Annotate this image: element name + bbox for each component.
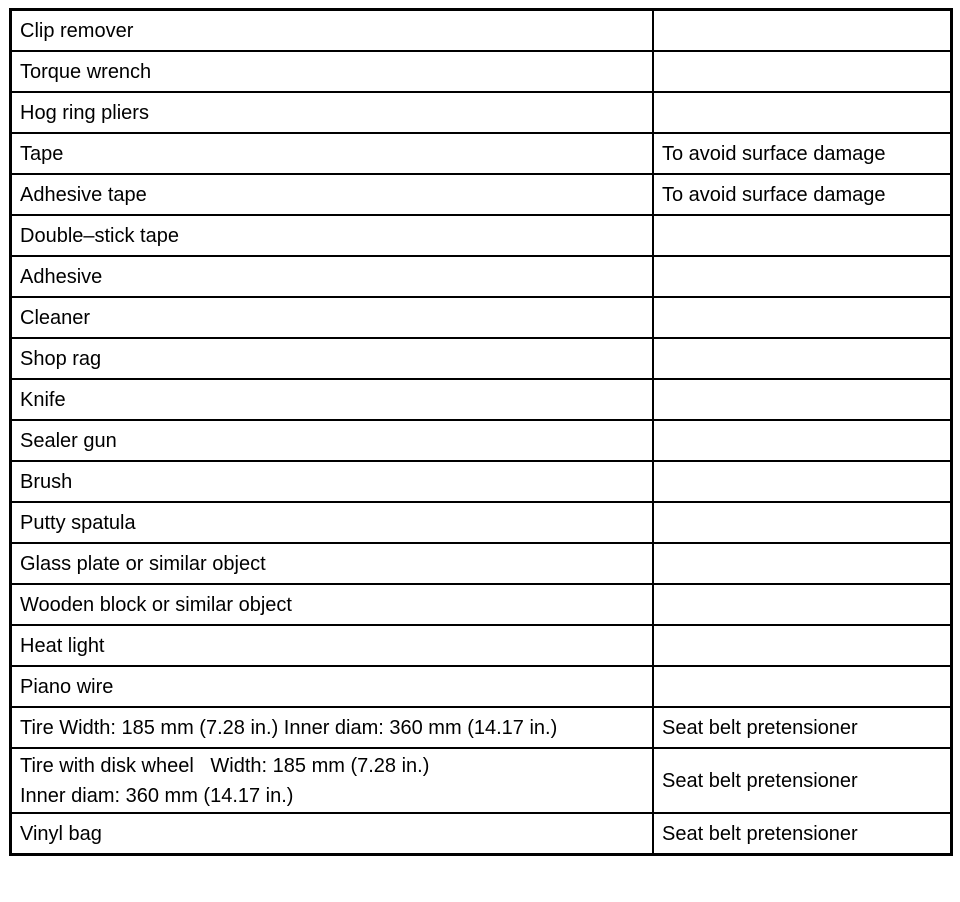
table-row xyxy=(11,92,952,133)
note-cell xyxy=(653,502,952,543)
table-row xyxy=(11,51,952,92)
note-cell xyxy=(653,543,952,584)
table-row xyxy=(11,625,952,666)
item-cell: Tire Width: 185 mm (7.28 in.) Inner diam: 360 mm (14.17 in.) xyxy=(11,707,654,748)
item-cell: Piano wire xyxy=(11,666,654,707)
table-row xyxy=(11,584,952,625)
table-row xyxy=(11,379,952,420)
note-cell: To avoid surface damage xyxy=(653,174,952,215)
note-cell xyxy=(653,215,952,256)
item-cell: Knife xyxy=(11,379,654,420)
table-row xyxy=(11,297,952,338)
item-cell xyxy=(11,748,654,813)
item-cell: Adhesive tape xyxy=(11,174,654,215)
note-cell xyxy=(653,92,952,133)
item-cell: Tape xyxy=(11,133,654,174)
table-row xyxy=(11,174,952,215)
table-row xyxy=(11,10,952,52)
note-cell: Seat belt pretensioner xyxy=(653,707,952,748)
table-row xyxy=(11,420,952,461)
note-cell xyxy=(653,338,952,379)
note-cell xyxy=(653,420,952,461)
table-row xyxy=(11,133,952,174)
note-cell xyxy=(653,625,952,666)
note-cell xyxy=(653,10,952,52)
item-cell: Adhesive xyxy=(11,256,654,297)
table-row xyxy=(11,543,952,584)
table-row xyxy=(11,707,952,748)
table-row xyxy=(11,215,952,256)
item-cell: Cleaner xyxy=(11,297,654,338)
table-row xyxy=(11,666,952,707)
note-cell xyxy=(653,666,952,707)
note-cell: Seat belt pretensioner xyxy=(653,813,952,855)
item-cell: Heat light xyxy=(11,625,654,666)
item-cell: Hog ring pliers xyxy=(11,92,654,133)
item-cell: Brush xyxy=(11,461,654,502)
item-cell: Sealer gun xyxy=(11,420,654,461)
table-row xyxy=(11,813,952,855)
item-cell: Torque wrench xyxy=(11,51,654,92)
item-line-2: Inner diam: 360 mm (14.17 in.) xyxy=(20,784,294,807)
item-cell: Clip remover xyxy=(11,10,654,52)
table-row xyxy=(11,502,952,543)
table-row xyxy=(11,461,952,502)
tools-table xyxy=(9,8,953,856)
note-cell xyxy=(653,297,952,338)
item-cell: Putty spatula xyxy=(11,502,654,543)
note-cell: Seat belt pretensioner xyxy=(653,748,952,813)
item-cell: Wooden block or similar object xyxy=(11,584,654,625)
item-cell: Shop rag xyxy=(11,338,654,379)
table-row xyxy=(11,338,952,379)
note-cell xyxy=(653,461,952,502)
item-cell: Vinyl bag xyxy=(11,813,654,855)
item-line-1: Tire with disk wheel Width: 185 mm (7.28 in.) xyxy=(20,754,430,777)
note-cell xyxy=(653,51,952,92)
item-cell: Double–stick tape xyxy=(11,215,654,256)
note-cell xyxy=(653,256,952,297)
note-cell: To avoid surface damage xyxy=(653,133,952,174)
item-cell: Glass plate or similar object xyxy=(11,543,654,584)
table-row xyxy=(11,256,952,297)
note-cell xyxy=(653,584,952,625)
table-row xyxy=(11,748,952,813)
note-cell xyxy=(653,379,952,420)
